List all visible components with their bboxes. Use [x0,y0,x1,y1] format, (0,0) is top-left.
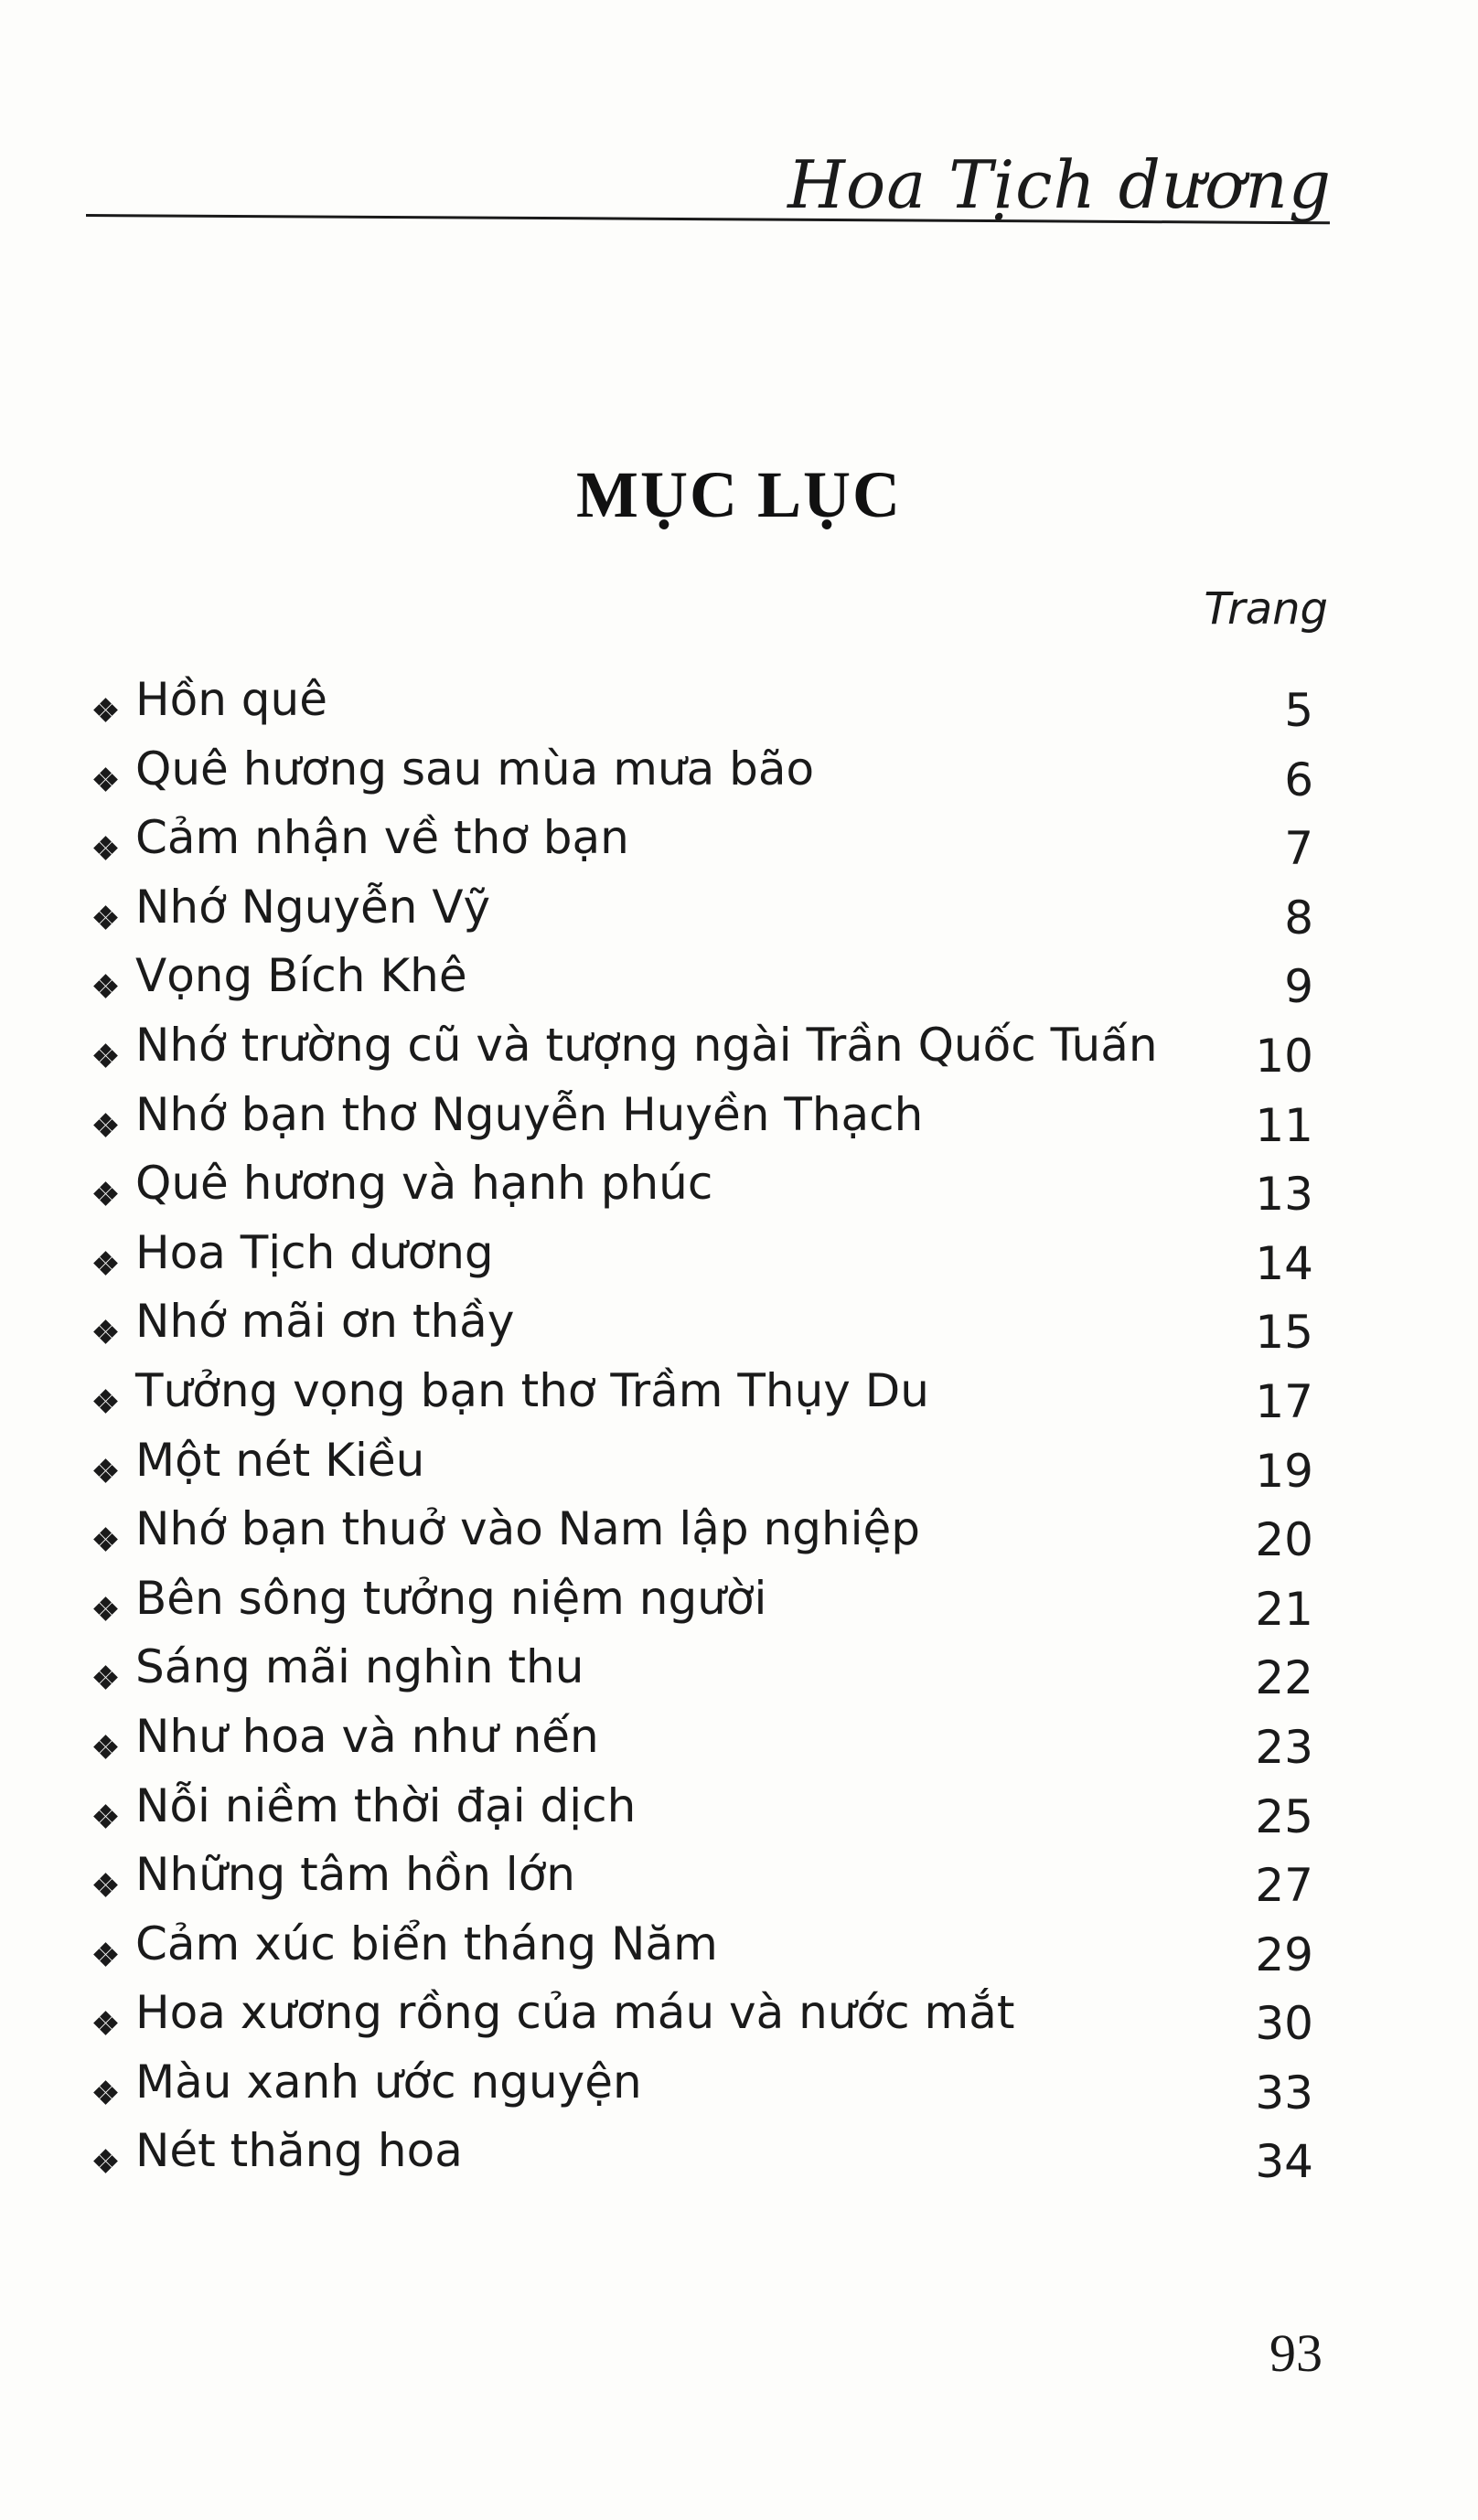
toc-entry [88,1847,1313,1917]
toc-entry-page: 17 [1255,1374,1313,1428]
toc-entry-title: Một nét Kiều [135,1433,425,1487]
toc-entry [88,1501,1313,1571]
diamond-bullet-icon [95,1736,117,1758]
toc-entry-title: Vọng Bích Khê [135,949,467,1003]
toc-entry-page: 23 [1255,1720,1313,1774]
diamond-bullet-icon [95,1874,117,1896]
toc-entry-title: Nét thăng hoa [135,2124,463,2178]
diamond-bullet-icon [95,1529,117,1551]
toc-entry-title: Như hoa và như nến [135,1709,599,1763]
toc-entry [88,1294,1313,1363]
toc-entry-page: 9 [1284,960,1313,1014]
toc-entry [88,1639,1313,1709]
toc-entry [88,1018,1313,1087]
toc-entry-page: 27 [1255,1859,1313,1913]
toc-entry-title: Hoa Tịch dương [135,1225,494,1279]
diamond-bullet-icon [95,1667,117,1689]
toc-entry-page: 13 [1255,1168,1313,1222]
toc-entry [88,1433,1313,1502]
toc-entry [88,810,1313,880]
toc-entry-page: 30 [1255,1997,1313,2051]
diamond-bullet-icon [95,769,117,791]
toc-entry-page: 29 [1255,1927,1313,1981]
toc-entry [88,1571,1313,1640]
diamond-bullet-icon [95,699,117,721]
toc-entry [88,1985,1313,2055]
diamond-bullet-icon [95,1115,117,1137]
diamond-bullet-icon [95,1944,117,1966]
toc-entry [88,742,1313,811]
toc-entry-title: Nhớ bạn thơ Nguyễn Huyền Thạch [135,1087,924,1141]
toc-list [88,672,1313,2193]
toc-entry-title: Nhớ mãi ơn thầy [135,1295,515,1349]
toc-entry-title: Sáng mãi nghìn thu [135,1640,584,1694]
toc-entry-title: Quê hương và hạnh phúc [135,1157,713,1211]
toc-entry-title: Nhớ trường cũ và tượng ngài Trần Quốc Tuấn [135,1018,1158,1072]
toc-entry [88,1917,1313,1986]
toc-entry-title: Tưởng vọng bạn thơ Trầm Thụy Du [135,1363,929,1417]
toc-entry-title: Nhớ bạn thuở vào Nam lập nghiệp [135,1502,921,1556]
toc-entry-page: 34 [1255,2135,1313,2189]
diamond-bullet-icon [95,1460,117,1482]
diamond-bullet-icon [95,2082,117,2104]
toc-entry-page: 14 [1255,1236,1313,1290]
toc-entry-page: 20 [1255,1513,1313,1567]
toc-entry-page: 22 [1255,1651,1313,1705]
diamond-bullet-icon [95,1321,117,1343]
toc-entry [88,1225,1313,1295]
running-header-title: Hoa Tịch dương [787,146,1332,223]
toc-entry-page: 11 [1255,1098,1313,1152]
toc-entry [88,880,1313,949]
toc-entry-title: Hoa xương rồng của máu và nước mắt [135,1986,1015,2040]
diamond-bullet-icon [95,1391,117,1413]
toc-entry-page: 6 [1284,753,1313,806]
diamond-bullet-icon [95,1045,117,1067]
toc-entry-title: Bên sông tưởng niệm người [135,1571,767,1625]
toc-entry-title: Màu xanh ước nguyện [135,2055,642,2109]
toc-entry [88,1778,1313,1848]
toc-entry-title: Hồn quê [135,673,327,726]
toc-entry-page: 19 [1255,1444,1313,1498]
toc-entry [88,2123,1313,2193]
diamond-bullet-icon [95,838,117,860]
toc-entry-title: Nỗi niềm thời đại dịch [135,1778,637,1832]
toc-entry-title: Cảm nhận về thơ bạn [135,811,629,865]
toc-entry-title: Nhớ Nguyễn Vỹ [135,880,491,934]
diamond-bullet-icon [95,2151,117,2173]
toc-entry-page: 25 [1255,1789,1313,1843]
toc-entry-page: 8 [1284,891,1313,945]
diamond-bullet-icon [95,976,117,998]
toc-entry-title: Quê hương sau mùa mưa bão [135,742,815,796]
toc-entry [88,1156,1313,1225]
toc-entry [88,672,1313,742]
toc-entry-page: 21 [1255,1582,1313,1636]
toc-entry-page: 5 [1284,684,1313,737]
toc-entry [88,948,1313,1018]
toc-entry-page: 33 [1255,2066,1313,2120]
toc-entry-page: 7 [1284,822,1313,876]
toc-entry-title: Những tâm hồn lớn [135,1848,575,1902]
toc-entry-page: 10 [1255,1029,1313,1083]
diamond-bullet-icon [95,1806,117,1828]
diamond-bullet-icon [95,1253,117,1275]
diamond-bullet-icon [95,2013,117,2034]
page-number: 93 [1269,2323,1323,2383]
toc-entry-title: Cảm xúc biển tháng Năm [135,1917,718,1970]
diamond-bullet-icon [95,1598,117,1620]
toc-entry-page: 15 [1255,1306,1313,1360]
page-column-label: Trang [1204,583,1328,635]
toc-entry [88,1709,1313,1778]
toc-entry [88,1363,1313,1433]
diamond-bullet-icon [95,907,117,929]
toc-entry [88,2055,1313,2124]
toc-title: MỤC LỤC [576,458,902,531]
diamond-bullet-icon [95,1183,117,1205]
toc-entry [88,1087,1313,1157]
